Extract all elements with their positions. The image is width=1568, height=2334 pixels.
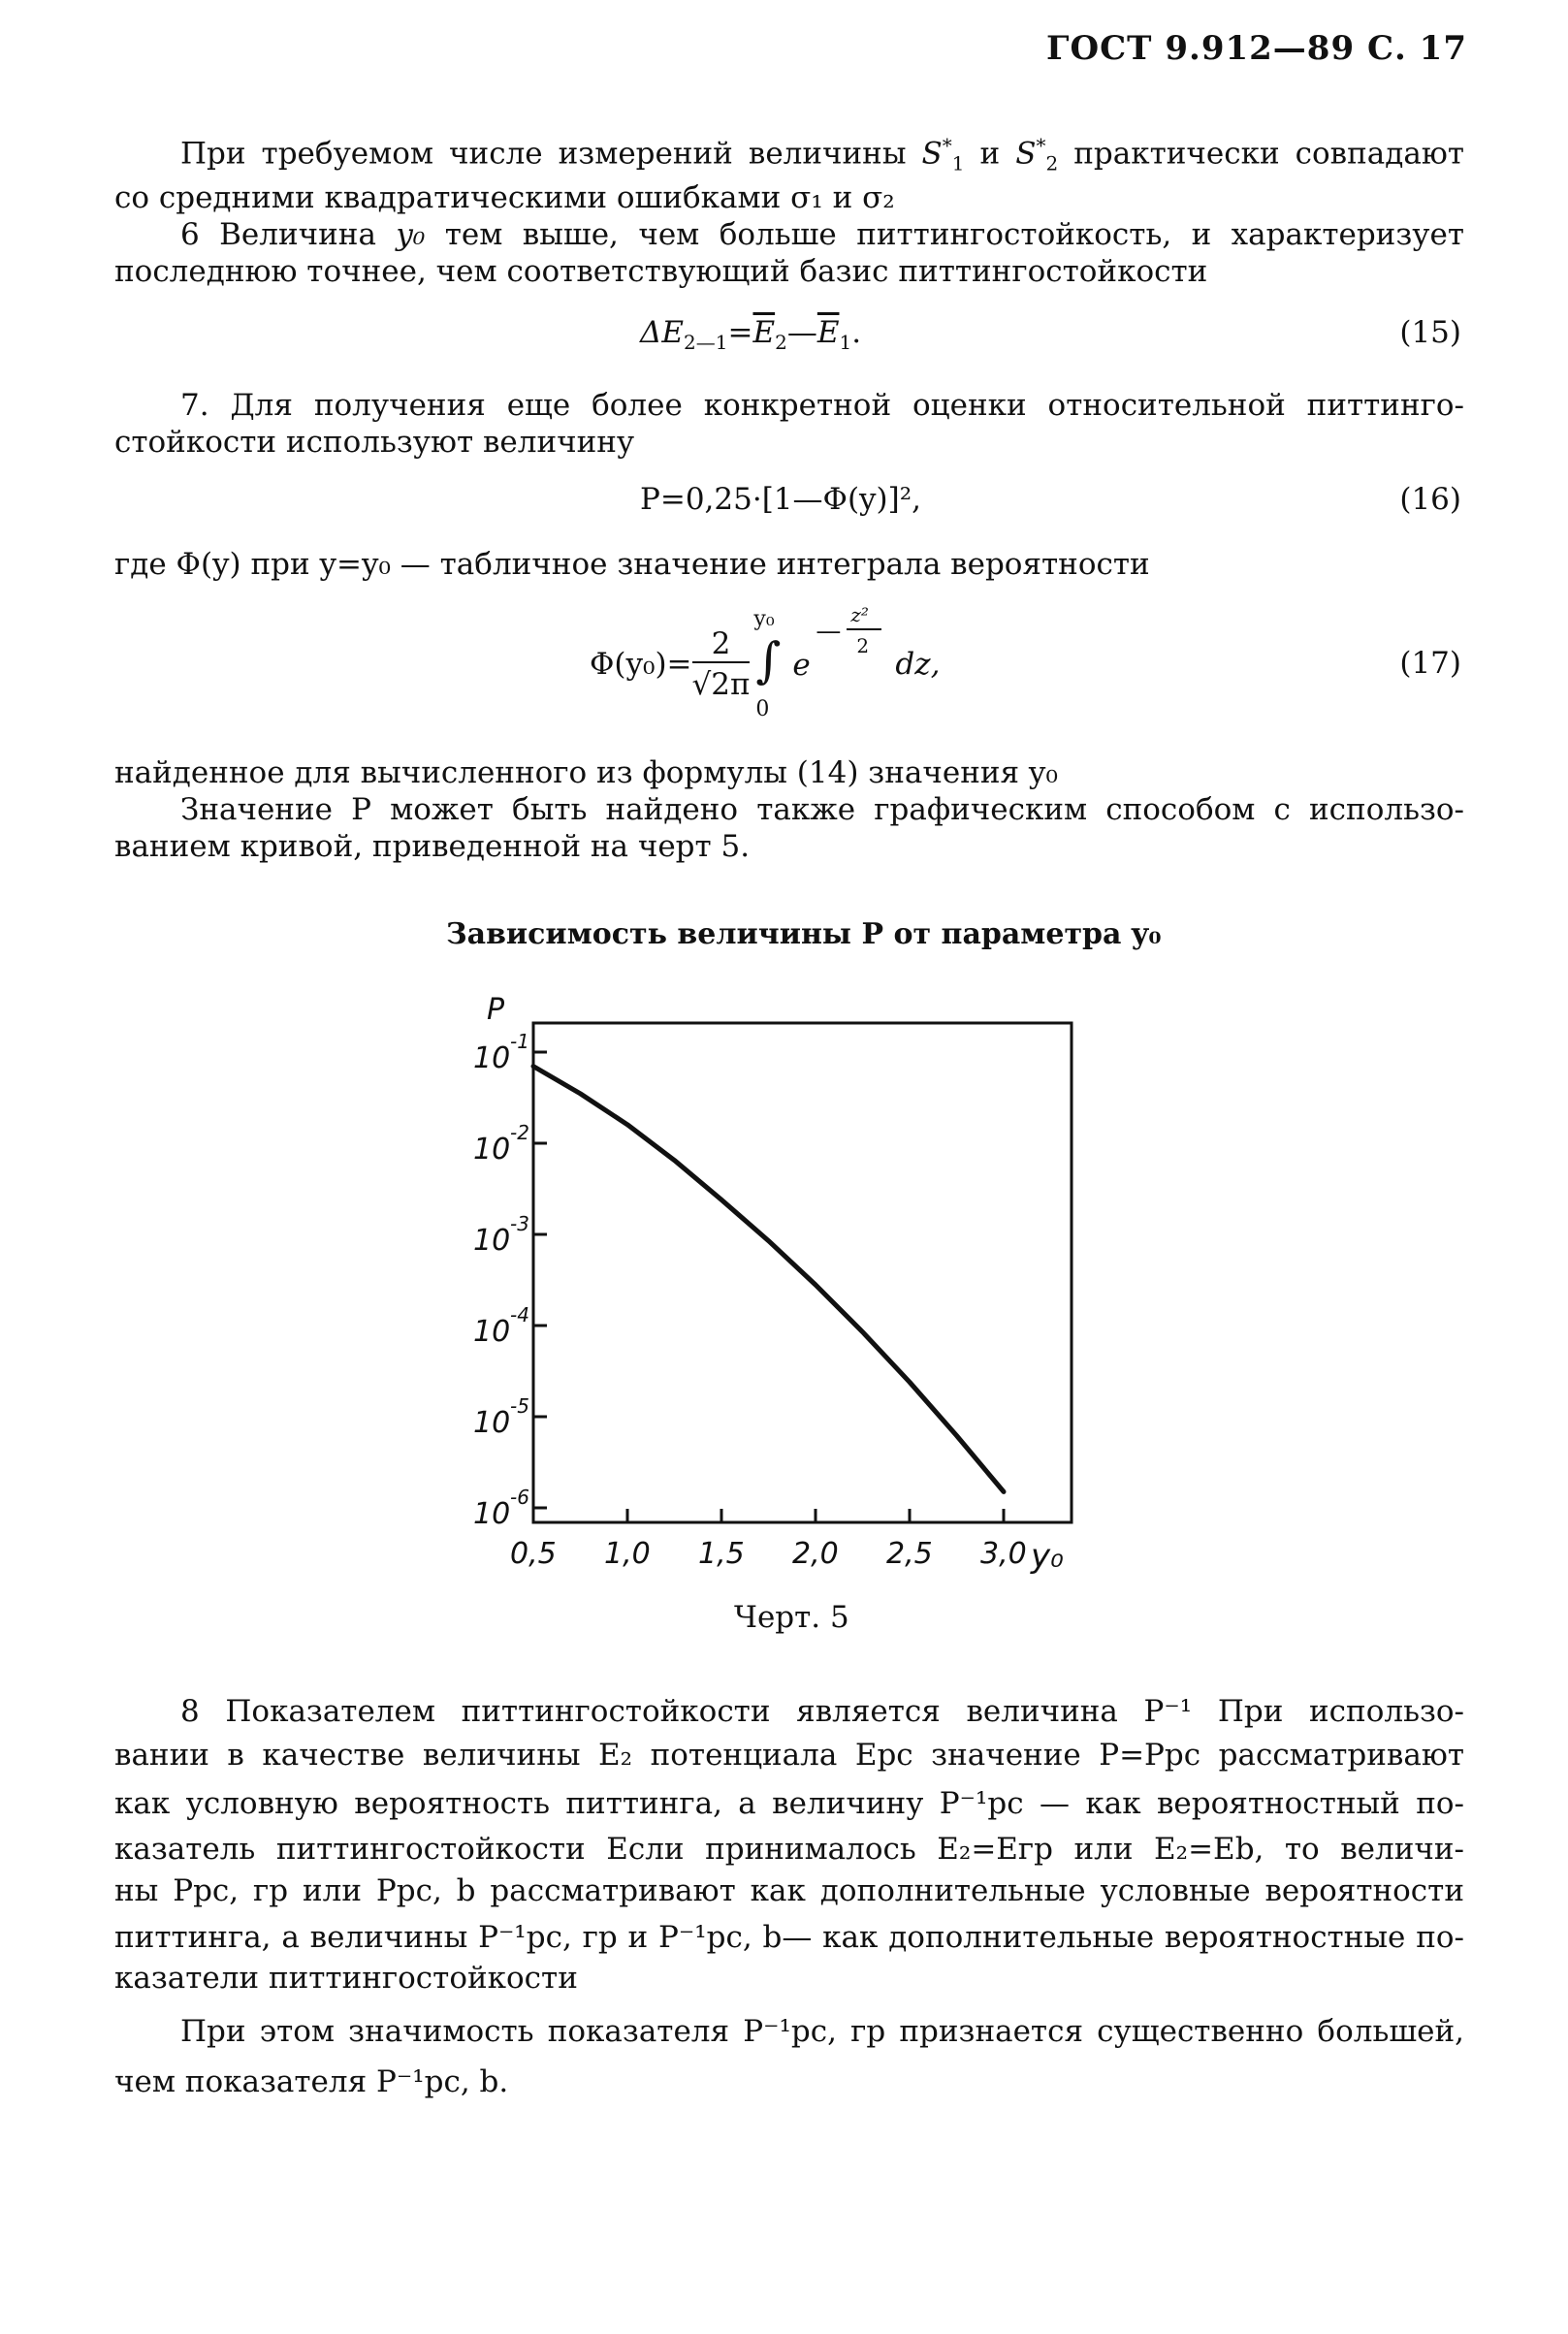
equation-16: P=0,25·[1—Φ(y)]², [640, 482, 922, 517]
x-tick-label: 1,5 [698, 1537, 745, 1571]
y-axis-label: P [487, 993, 505, 1027]
s1-sup: * [942, 134, 952, 157]
y-tick-exponent: -4 [510, 1303, 529, 1327]
p2-line1-a: 6 Величина [180, 217, 397, 252]
paragraph-8-line-2: чем показателя P⁻¹рс, b. [114, 2064, 509, 2099]
p1-text-a: При требуемом числе измерений величины [180, 136, 922, 172]
eq15-e2-sub: 2 [775, 331, 787, 355]
paragraph-7-line-4: казатель питтингостойкости Если принималось E₂=Eгр или E₂=Eb, то величи- [114, 1832, 1464, 1867]
x-axis-label: y₀ [1031, 1537, 1064, 1576]
paragraph-5: найденное для вычисленного из формулы (14) значения y₀ [114, 755, 1058, 790]
paragraph-2-line-2: последнюю точнее, чем соответствующий базис питтингостойкости [114, 254, 1208, 289]
paragraph-6-line-2: ванием кривой, приведенной на черт 5. [114, 829, 751, 864]
y-tick-label: 10 [473, 1224, 511, 1258]
s1-sub: 1 [951, 151, 965, 176]
paragraph-1-line-2: со средними квадратическими ошибками σ₁ и σ₂ [114, 180, 895, 215]
eq17-lower: 0 [755, 697, 770, 721]
paragraph-3-line-1 [114, 386, 1464, 425]
eq17-lhs: Φ(y₀)= [590, 647, 692, 682]
eq17-exp-minus: — [816, 617, 842, 646]
eq17-denominator: √2π [691, 667, 751, 702]
p2-y0: y₀ [396, 217, 426, 252]
eq17-exp-num: z² [850, 603, 869, 626]
p8-line1: При этом значимость показателя P⁻¹рс, гр признается существенно большей, [180, 2014, 1464, 2049]
eq17-integral [750, 607, 788, 721]
y-tick-label: 10 [473, 1133, 511, 1167]
eq17-upper: y₀ [753, 607, 775, 631]
eq15-e2: $\overline{E}$ [752, 315, 776, 350]
x-tick-label: 3,0 [980, 1537, 1027, 1571]
y-tick-label: 10 [473, 1497, 511, 1531]
eq15-minus: — [786, 315, 817, 350]
eq15-eq: = [727, 315, 753, 350]
paragraph-2-line-1 [114, 215, 1464, 254]
eq15-delta: ΔE [640, 315, 685, 350]
p7-line1: 8 Показателем питтингостойкости является величина P⁻¹ При использо- [180, 1694, 1464, 1729]
eq17-exp-den: 2 [856, 634, 870, 657]
equation-15 [640, 315, 861, 354]
x-tick-label: 2,5 [886, 1537, 933, 1571]
x-tick-label: 2,0 [792, 1537, 839, 1571]
paragraph-7-line-1 [114, 1692, 1464, 1731]
equation-16-number: (16) [1399, 482, 1461, 517]
eq17-tail: dz, [895, 647, 941, 682]
y-tick-exponent: -6 [510, 1486, 529, 1509]
eq17-exponential [788, 603, 895, 718]
s2-sub: 2 [1045, 151, 1059, 176]
x-tick-label: 1,0 [604, 1537, 651, 1571]
equation-15-number: (15) [1399, 315, 1461, 350]
paragraph-3-line-2: стойкости используют величину [114, 425, 635, 460]
p6-line1: Значение P может быть найдено также графическим способом с использо- [180, 792, 1464, 827]
y-tick-exponent: -5 [510, 1394, 529, 1418]
paragraph-7-line-5: ны Pрс, гр или Pрс, b рассматривают как дополнительные условные вероятности [114, 1873, 1464, 1908]
paragraph-6-line-1 [114, 790, 1464, 829]
paragraph-1 [114, 126, 1464, 183]
integral-sign: ∫ [755, 632, 782, 688]
x-tick-label: 0,5 [510, 1537, 557, 1571]
paragraph-7-line-3: как условную вероятность питтинга, а величину P⁻¹рс — как вероятностный по- [114, 1786, 1464, 1821]
eq17-numerator: 2 [692, 626, 751, 663]
paragraph-7-line-6: питтинга, а величины P⁻¹рс, гр и P⁻¹рс, b— как дополнительные вероятностные по- [114, 1920, 1464, 1955]
paragraph-7-line-7: казатели питтингостойкости [114, 1961, 578, 1996]
p1-text-b: практически совпадают [1058, 136, 1464, 172]
paragraph-7-line-2: вании в качестве величины E₂ потенциала Eрс значение P=Pрс рассматривают [114, 1738, 1464, 1773]
s2-sup: * [1036, 134, 1046, 157]
figure-title: Зависимость величины P от параметра y₀ [446, 917, 1162, 951]
paragraph-4: где Φ(y) при y=y₀ — табличное значение интеграла вероятности [114, 547, 1150, 582]
equation-17 [590, 603, 941, 721]
y-tick-label: 10 [473, 1315, 511, 1349]
figure-caption: Черт. 5 [734, 1600, 849, 1635]
eq15-delta-sub: 2—1 [684, 331, 728, 355]
eq15-e1-sub: 1 [839, 331, 852, 355]
y-tick-label: 10 [473, 1041, 511, 1075]
y-tick-exponent: -2 [510, 1121, 529, 1144]
y-tick-label: 10 [473, 1406, 511, 1440]
page-header: ГОСТ 9.912—89 С. 17 [1046, 29, 1467, 68]
y-tick-exponent: -1 [510, 1030, 529, 1053]
s2-symbol: S [1015, 136, 1037, 172]
p3-line1: 7. Для получения еще более конкретной оценки относительной питтинго- [180, 388, 1464, 423]
data-line [533, 1067, 1004, 1492]
chart [427, 979, 1105, 1590]
p1-mid: и [964, 136, 1016, 172]
eq15-e1: $\overline{E}$ [816, 315, 840, 350]
eq17-exp-bar [847, 628, 881, 630]
eq15-end: . [851, 315, 862, 350]
eq17-e: e [792, 648, 811, 683]
eq17-fraction [692, 626, 751, 702]
s1-symbol: S [921, 136, 943, 172]
y-tick-exponent: -3 [510, 1212, 529, 1235]
paragraph-8-line-1 [114, 2012, 1464, 2051]
equation-17-number: (17) [1399, 646, 1461, 681]
p2-line1-b: тем выше, чем больше питтингостойкость, и характеризует [425, 217, 1464, 252]
